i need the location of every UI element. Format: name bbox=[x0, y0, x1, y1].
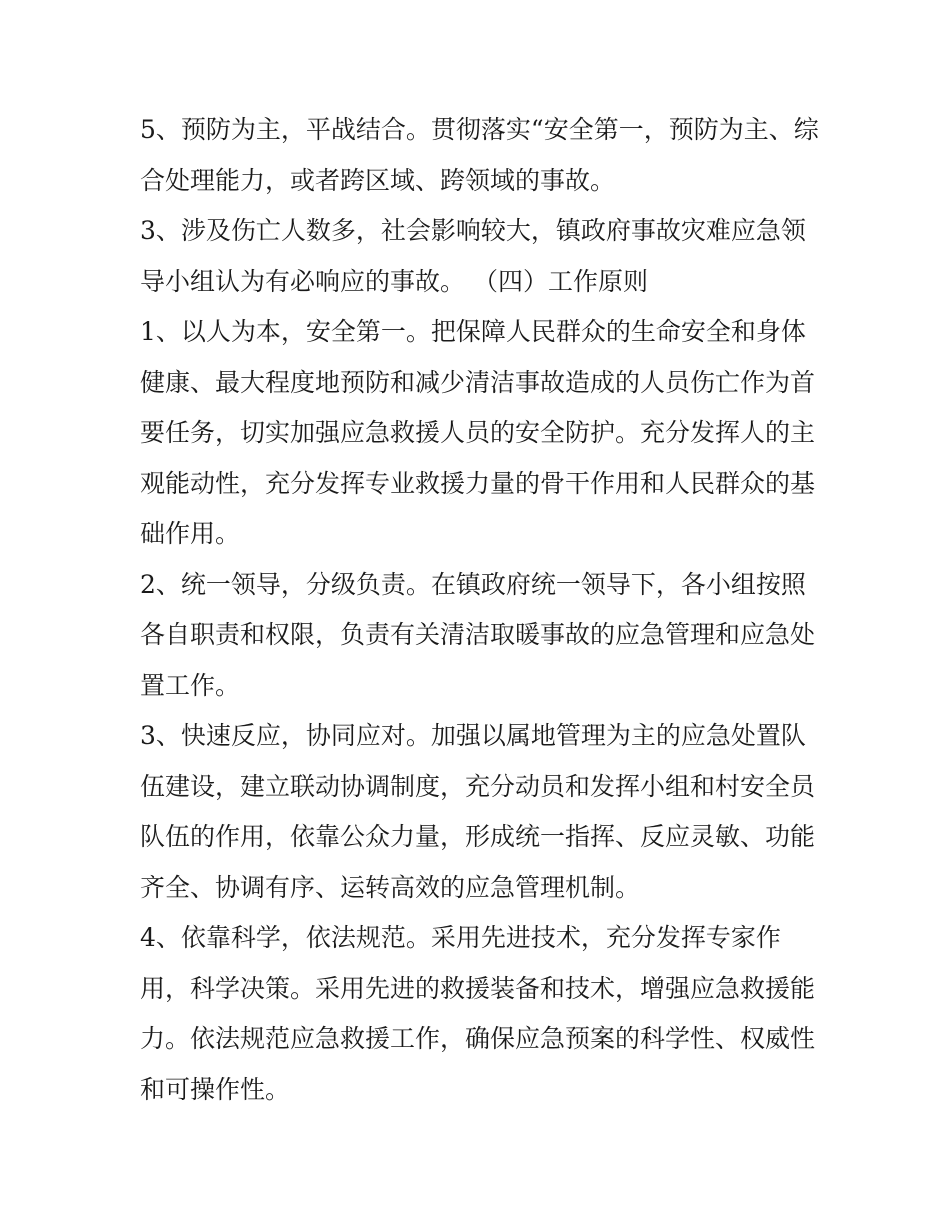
text-line: 3、快速反应，协同应对。加强以属地管理为主的应急处置队 bbox=[140, 721, 806, 750]
text-line: 2、统一领导，分级负责。在镇政府统一领导下，各小组按照 bbox=[140, 570, 806, 599]
text-line: 3、涉及伤亡人数多，社会影响较大，镇政府事故灾难应急领 bbox=[140, 216, 806, 245]
text-line: 置工作。 bbox=[140, 671, 241, 700]
text-line: 和可操作性。 bbox=[140, 1075, 291, 1104]
text-line: 各自职责和权限，负责有关清洁取暖事故的应急管理和应急处 bbox=[140, 620, 816, 649]
text-line: 础作用。 bbox=[140, 519, 241, 548]
text-line: 5、预防为主，平战结合。贯彻落实“安全第一，预防为主、综 bbox=[140, 115, 819, 144]
text-line: 合处理能力，或者跨区域、跨领域的事故。 bbox=[140, 166, 616, 195]
text-line: 4、依靠科学，依法规范。采用先进技术，充分发挥专家作 bbox=[140, 923, 781, 952]
text-line: 队伍的作用，依靠公众力量，形成统一指挥、反应灵敏、功能 bbox=[140, 822, 816, 851]
text-line: 1、以人为本，安全第一。把保障人民群众的生命安全和身体 bbox=[140, 317, 806, 346]
text-line: 健康、最大程度地预防和减少清洁事故造成的人员伤亡作为首 bbox=[140, 368, 816, 397]
text-line: 要任务，切实加强应急救援人员的安全防护。充分发挥人的主 bbox=[140, 418, 816, 447]
text-line: 观能动性，充分发挥专业救援力量的骨干作用和人民群众的基 bbox=[140, 469, 816, 498]
text-line: 力。依法规范应急救援工作，确保应急预案的科学性、权威性 bbox=[140, 1024, 816, 1053]
text-line: 导小组认为有必响应的事故。 （四）工作原则 bbox=[140, 267, 648, 296]
text-line: 齐全、协调有序、运转高效的应急管理机制。 bbox=[140, 873, 641, 902]
text-line: 伍建设，建立联动协调制度，充分动员和发挥小组和村安全员 bbox=[140, 772, 816, 801]
text-line: 用，科学决策。采用先进的救援装备和技术，增强应急救援能 bbox=[140, 974, 816, 1003]
